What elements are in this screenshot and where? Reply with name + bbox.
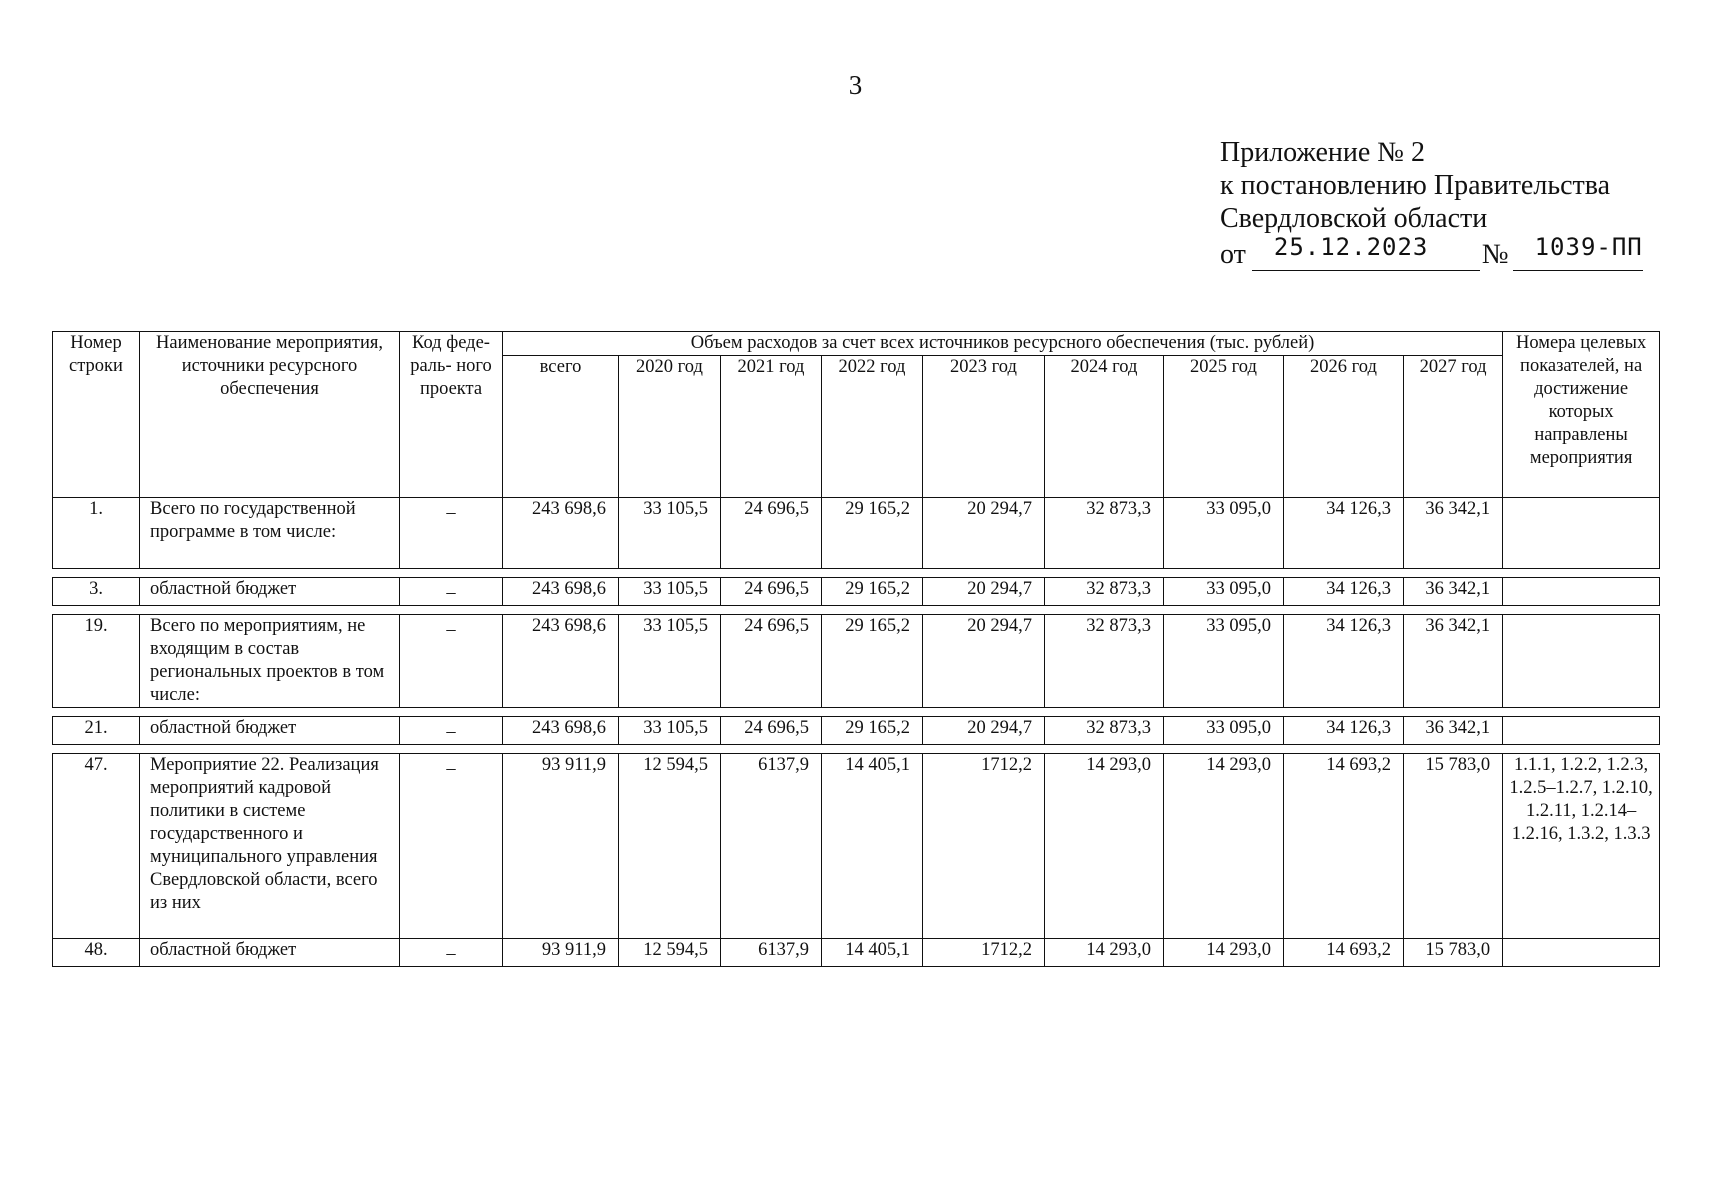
header-year-2027: 2027 год [1404,356,1503,498]
value-2025: 33 095,0 [1164,498,1284,569]
header-federal-code: Код феде- раль- ного проекта [400,332,503,498]
value-2024: 32 873,3 [1045,578,1164,606]
value-2021: 6137,9 [721,939,822,967]
number-field [1513,233,1643,271]
row-name-cell: областной бюджет [140,578,400,606]
table-row [53,615,1660,708]
value-2020: 33 105,5 [619,578,721,606]
value-2024: 32 873,3 [1045,498,1164,569]
value-2025: 33 095,0 [1164,578,1284,606]
header-volume-group: Объем расходов за счет всех источников ресурсного обеспечения (тыс. рублей) [503,332,1503,356]
value-2026: 34 126,3 [1284,578,1404,606]
row-number-cell: 48. [53,939,140,967]
appendix-resolution-line: к постановлению Правительства [1220,170,1611,201]
row-code-cell [400,498,503,569]
value-2022: 29 165,2 [822,717,923,745]
number-label: № [1481,239,1509,270]
row-targets-cell: 1.1.1, 1.2.2, 1.2.3, 1.2.5–1.2.7, 1.2.10, 1.2.11, 1.2.14–1.2.16, 1.3.2, 1.3.3 [1503,754,1660,939]
value-2026: 34 126,3 [1284,717,1404,745]
value-2025: 33 095,0 [1164,615,1284,708]
header-year-2023: 2023 год [923,356,1045,498]
value-2024: 32 873,3 [1045,615,1164,708]
value-2027: 36 342,1 [1404,498,1503,569]
value-2020: 12 594,5 [619,754,721,939]
row-number-cell: 3. [53,578,140,606]
value-2023: 20 294,7 [923,615,1045,708]
header-row-number: Номер строки [53,332,140,498]
value-2025: 33 095,0 [1164,717,1284,745]
row-number-cell: 1. [53,498,140,569]
row-code-cell [400,578,503,606]
value-2021: 24 696,5 [721,498,822,569]
table-row [53,717,1660,745]
header-year-2022: 2022 год [822,356,923,498]
row-code-cell [400,939,503,967]
row-code-cell [400,717,503,745]
value-2027: 15 783,0 [1404,939,1503,967]
row-targets-cell [1503,578,1660,606]
table-row [53,939,1660,967]
row-code-value: – [446,944,456,964]
value-total: 93 911,9 [503,754,619,939]
row-targets-cell [1503,498,1660,569]
value-2022: 29 165,2 [822,578,923,606]
date-field [1252,233,1480,271]
value-2023: 20 294,7 [923,717,1045,745]
header-year-2021: 2021 год [721,356,822,498]
value-2027: 36 342,1 [1404,578,1503,606]
appendix-date-number-line [1220,235,1643,271]
resources-table [52,331,1660,967]
value-total: 93 911,9 [503,939,619,967]
value-2026: 14 693,2 [1284,754,1404,939]
appendix-title: Приложение № 2 [1220,137,1425,168]
header-year-2025: 2025 год [1164,356,1284,498]
value-2027: 36 342,1 [1404,615,1503,708]
value-2024: 32 873,3 [1045,717,1164,745]
header-year-2024: 2024 год [1045,356,1164,498]
row-number-cell: 19. [53,615,140,708]
row-number-cell: 21. [53,717,140,745]
row-code-value: – [446,503,456,523]
value-total: 243 698,6 [503,717,619,745]
value-2026: 34 126,3 [1284,615,1404,708]
from-label: от [1220,239,1246,270]
appendix-block [1220,136,1643,271]
value-2026: 14 693,2 [1284,939,1404,967]
value-2020: 33 105,5 [619,615,721,708]
header-year-2020: 2020 год [619,356,721,498]
value-2027: 15 783,0 [1404,754,1503,939]
row-targets-cell [1503,717,1660,745]
row-code-value: – [446,759,456,779]
row-name-cell: Мероприятие 22. Реализация мероприятий кадровой политики в системе государственного и муниципального управления Свердловской области, всего из них [140,754,400,939]
page-number: 3 [848,70,863,100]
value-2020: 12 594,5 [619,939,721,967]
value-2025: 14 293,0 [1164,939,1284,967]
header-targets: Номера целевых показателей, на достижение которых направлены мероприятия [1503,332,1660,498]
header-name: Наименование мероприятия, источники ресурсного обеспечения [140,332,400,498]
value-total: 243 698,6 [503,578,619,606]
value-total: 243 698,6 [503,615,619,708]
row-name-cell: Всего по мероприятиям, не входящим в состав региональных проектов в том числе: [140,615,400,708]
value-2023: 20 294,7 [923,498,1045,569]
value-2021: 24 696,5 [721,717,822,745]
value-2024: 14 293,0 [1045,754,1164,939]
table-row [53,498,1660,569]
row-code-cell [400,754,503,939]
row-targets-cell [1503,939,1660,967]
row-code-value: – [446,722,456,742]
value-2023: 1712,2 [923,939,1045,967]
date-value: 25.12.2023 [1273,233,1429,261]
value-2022: 29 165,2 [822,498,923,569]
value-2023: 20 294,7 [923,578,1045,606]
value-2022: 14 405,1 [822,754,923,939]
value-2024: 14 293,0 [1045,939,1164,967]
row-code-cell [400,615,503,708]
row-name-cell: Всего по государственной программе в том числе: [140,498,400,569]
value-2020: 33 105,5 [619,498,721,569]
value-total: 243 698,6 [503,498,619,569]
row-code-value: – [446,620,456,640]
value-2022: 14 405,1 [822,939,923,967]
value-2021: 6137,9 [721,754,822,939]
value-2023: 1712,2 [923,754,1045,939]
value-2025: 14 293,0 [1164,754,1284,939]
value-2026: 34 126,3 [1284,498,1404,569]
row-targets-cell [1503,615,1660,708]
header-year-2026: 2026 год [1284,356,1404,498]
header-total: всего [503,356,619,498]
value-2021: 24 696,5 [721,578,822,606]
appendix-region-line: Свердловской области [1220,203,1488,234]
value-2027: 36 342,1 [1404,717,1503,745]
row-code-value: – [446,583,456,603]
number-value: 1039-ПП [1534,233,1643,261]
table-row [53,754,1660,939]
row-number-cell: 47. [53,754,140,939]
row-name-cell: областной бюджет [140,717,400,745]
table-row [53,578,1660,606]
row-name-cell: областной бюджет [140,939,400,967]
value-2022: 29 165,2 [822,615,923,708]
value-2021: 24 696,5 [721,615,822,708]
value-2020: 33 105,5 [619,717,721,745]
